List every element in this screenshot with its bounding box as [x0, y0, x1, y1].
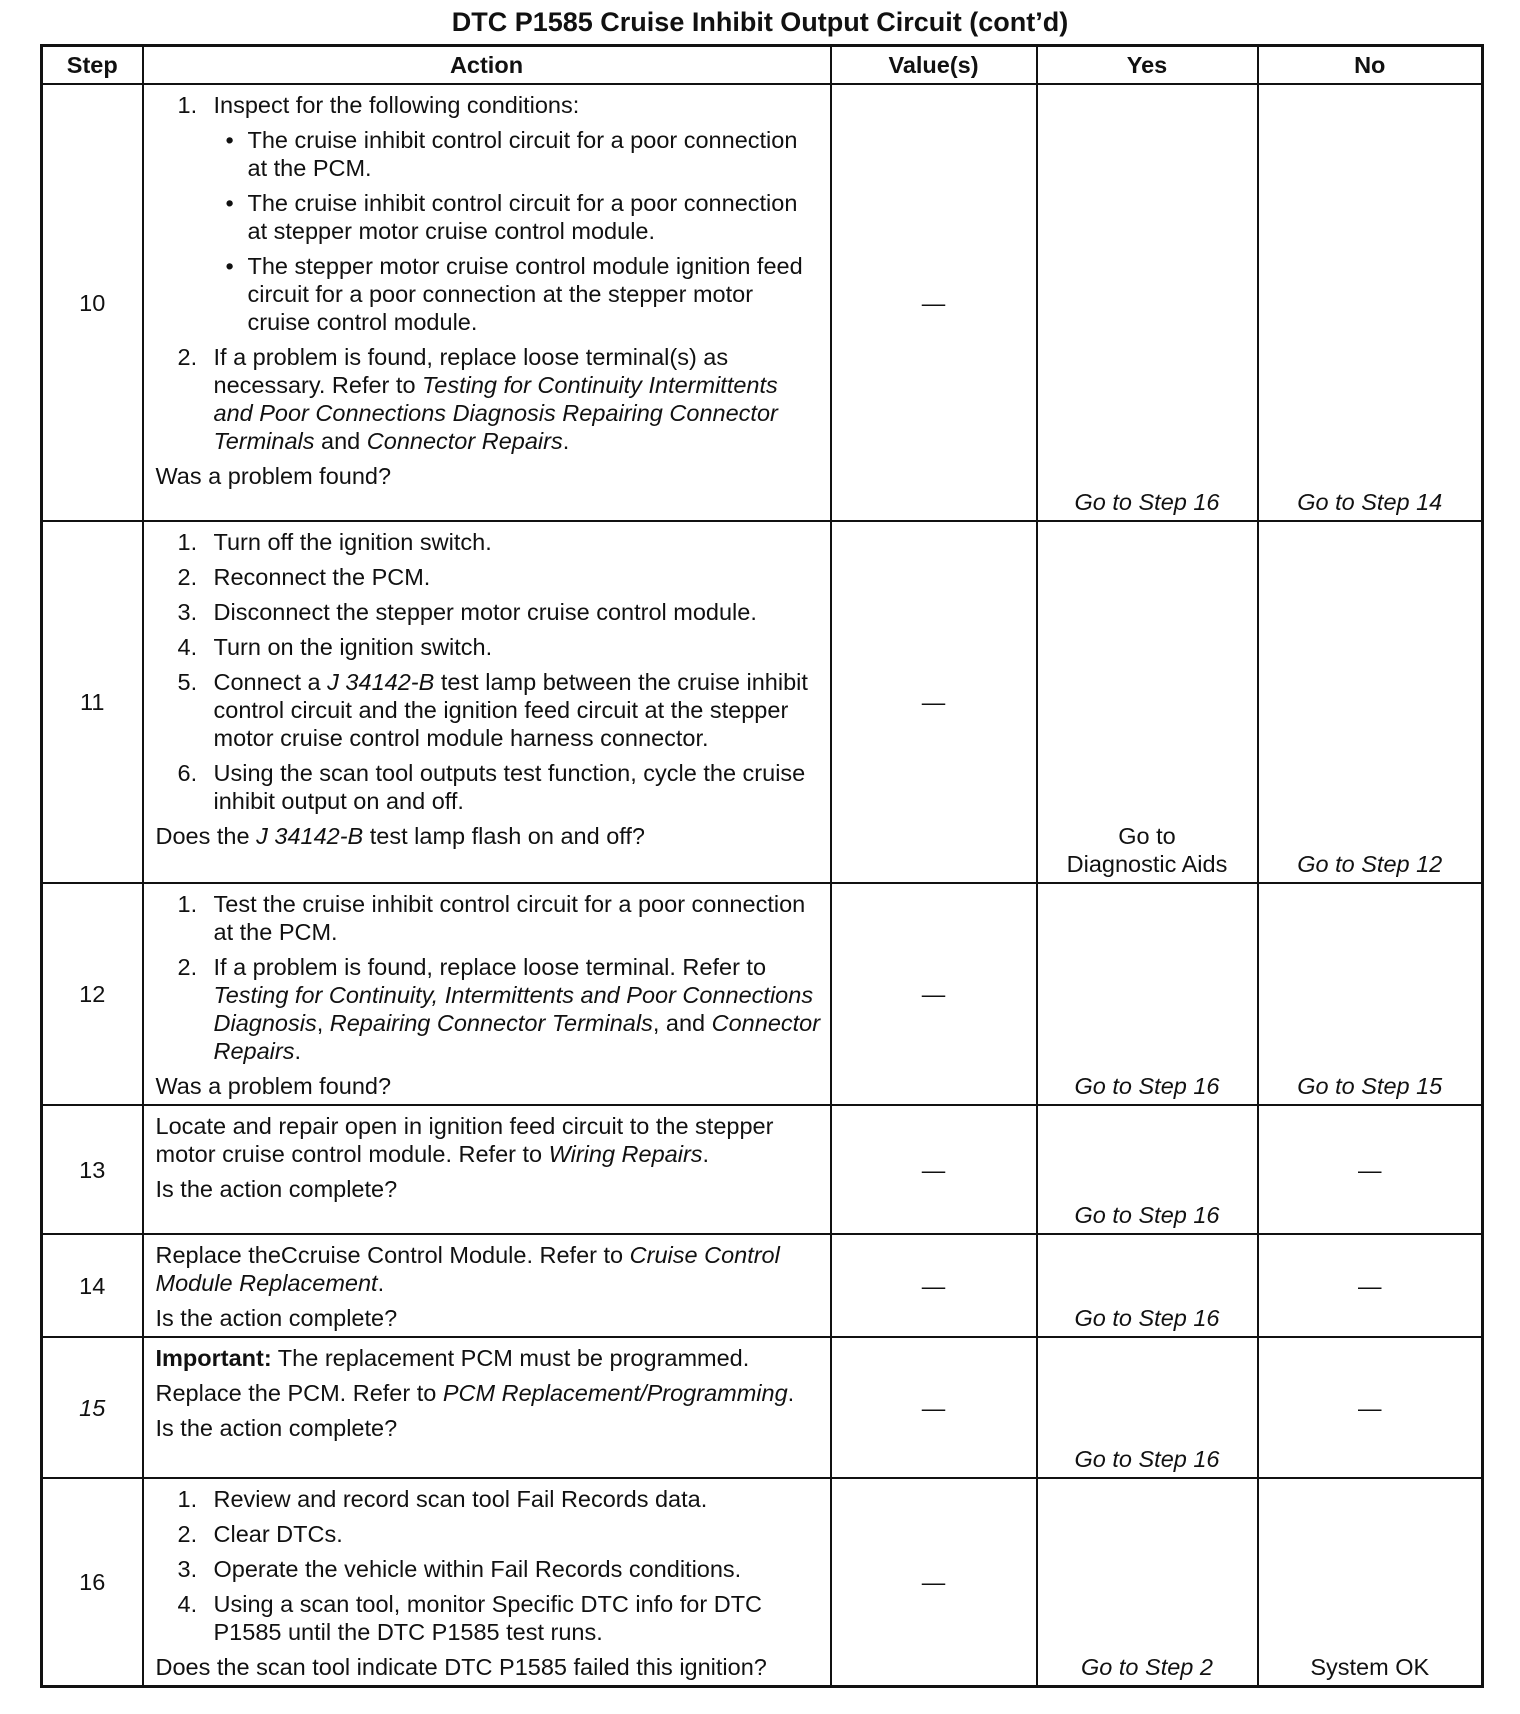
- value-cell: —: [831, 1337, 1037, 1478]
- step-number: 16: [42, 1478, 143, 1687]
- reference-link: Wiring Repairs: [548, 1141, 703, 1167]
- action-cell: [143, 521, 831, 883]
- no-cell: Go to Step 12: [1258, 521, 1483, 883]
- action-step: 1. Turn off the ignition switch.: [177, 529, 492, 555]
- page-title: DTC P1585 Cruise Inhibit Output Circuit (cont’d): [451, 7, 1069, 37]
- reference-link: Connector Repairs: [366, 428, 563, 454]
- action-question: Was a problem found?: [155, 1073, 392, 1099]
- action-step: 4. Using a scan tool, monitor Specific DTC info for DTC P1585 until the DTC P1585 test runs.: [177, 1591, 763, 1645]
- action-step: 3. Operate the vehicle within Fail Records conditions.: [177, 1556, 742, 1582]
- yes-cell: Go to Step 16: [1037, 84, 1258, 521]
- action-step: 1. Inspect for the following conditions: • The cruise inhibit control circuit for a poor connection at the PCM. • The cruise inhibit control circuit for a poor connection at stepper motor cruise control module. • The stepper motor cruise control module ignition feed circuit for a poor connection at the stepper motor cruise control module.: [156, 91, 822, 336]
- value-cell: —: [831, 521, 1037, 883]
- header-no: No: [1258, 46, 1483, 85]
- action-question: Does the scan tool indicate DTC P1585 failed this ignition?: [155, 1654, 767, 1680]
- no-cell: Go to Step 14: [1258, 84, 1483, 521]
- reference-link: Repairing Connector Terminals: [329, 1010, 653, 1036]
- action-question: Was a problem found?: [155, 463, 392, 489]
- action-question: Is the action complete?: [155, 1176, 398, 1202]
- table-row-step-16: [42, 1478, 1483, 1687]
- action-question: Does the J 34142-B test lamp flash on and off?: [155, 823, 645, 849]
- action-step: 2. If a problem is found, replace loose terminal. Refer to Testing for Continuity, Intermittents and Poor Connections Diagnosis, Repairing Connector Terminals, and Connector Repairs.: [177, 954, 821, 1064]
- action-question: Is the action complete?: [155, 1305, 398, 1331]
- condition-bullet: • The stepper motor cruise control module ignition feed circuit for a poor connection at the stepper motor cruise control module.: [225, 253, 803, 335]
- action-cell: [143, 883, 831, 1105]
- header-row: [42, 46, 1483, 85]
- yes-cell: Go to Step 16: [1037, 1234, 1258, 1337]
- action-step: 1. Review and record scan tool Fail Records data.: [177, 1486, 708, 1512]
- no-cell: —: [1258, 1337, 1483, 1478]
- header-values: Value(s): [831, 46, 1037, 85]
- no-cell: —: [1258, 1234, 1483, 1337]
- action-cell: [143, 1478, 831, 1687]
- step-number: 12: [42, 883, 143, 1105]
- table-row-step-13: [42, 1105, 1483, 1234]
- action-step: 6. Using the scan tool outputs test function, cycle the cruise inhibit output on and off.: [177, 760, 806, 814]
- action-step: 3. Disconnect the stepper motor cruise control module.: [177, 599, 757, 625]
- step-number: 13: [42, 1105, 143, 1234]
- action-step: 1. Test the cruise inhibit control circuit for a poor connection at the PCM.: [177, 891, 806, 945]
- step-number: 11: [42, 521, 143, 883]
- action-step: 2. Clear DTCs.: [177, 1521, 343, 1547]
- action-cell: [143, 1234, 831, 1337]
- action-cell: [143, 1337, 831, 1478]
- step-number: 10: [42, 84, 143, 521]
- value-cell: —: [831, 883, 1037, 1105]
- action-step: 2. Reconnect the PCM.: [177, 564, 431, 590]
- header-yes: Yes: [1037, 46, 1258, 85]
- action-step: 5. Connect a J 34142-B test lamp between the cruise inhibit control circuit and the ignition feed circuit at the stepper motor cruise control module harness connector.: [177, 669, 808, 751]
- header-step: Step: [42, 46, 143, 85]
- tool-reference: J 34142-B: [327, 669, 435, 695]
- header-action: Action: [143, 46, 831, 85]
- step-number: 14: [42, 1234, 143, 1337]
- important-note: Important: The replacement PCM must be programmed.: [155, 1345, 750, 1371]
- reference-link: Testing for Continuity Intermittents and Poor Connections Diagnosis Repairing Connector Terminals: [213, 372, 778, 454]
- reference-link: Cruise Control Module Replacement: [155, 1242, 780, 1296]
- value-cell: —: [831, 1105, 1037, 1234]
- yes-cell: Go to Step 16: [1037, 1337, 1258, 1478]
- reference-link: Testing for Continuity, Intermittents and Poor Connections Diagnosis: [213, 982, 814, 1036]
- no-cell: System OK: [1258, 1478, 1483, 1687]
- no-cell: —: [1258, 1105, 1483, 1234]
- action-text: Locate and repair open in ignition feed circuit to the stepper motor cruise control module. Refer to Wiring Repairs.: [155, 1113, 774, 1167]
- table-row-step-12: [42, 883, 1483, 1105]
- condition-bullet: • The cruise inhibit control circuit for a poor connection at the PCM.: [225, 127, 798, 181]
- diagnostic-table: [40, 44, 1484, 1688]
- action-step: 2. If a problem is found, replace loose terminal(s) as necessary. Refer to Testing for Continuity Intermittents and Poor Connections Diagnosis Repairing Connector Terminals and Connector Repairs.: [177, 344, 778, 454]
- value-cell: —: [831, 1478, 1037, 1687]
- yes-cell: Go to Step 2: [1037, 1478, 1258, 1687]
- action-text: Replace the PCM. Refer to PCM Replacement/Programming.: [155, 1380, 795, 1406]
- yes-cell: Go to Diagnostic Aids: [1037, 521, 1258, 883]
- action-question: Is the action complete?: [155, 1415, 398, 1441]
- table-row-step-15: [42, 1337, 1483, 1478]
- reference-link: PCM Replacement/Programming: [442, 1380, 788, 1406]
- table-row-step-14: [42, 1234, 1483, 1337]
- action-cell: [143, 1105, 831, 1234]
- value-cell: —: [831, 84, 1037, 521]
- step-number: 15: [42, 1337, 143, 1478]
- no-cell: Go to Step 15: [1258, 883, 1483, 1105]
- yes-cell: Go to Step 16: [1037, 883, 1258, 1105]
- value-cell: —: [831, 1234, 1037, 1337]
- action-cell: [143, 84, 831, 521]
- reference-link: Connector Repairs: [213, 1010, 821, 1064]
- table-row-step-10: [42, 84, 1483, 521]
- yes-cell: Go to Step 16: [1037, 1105, 1258, 1234]
- condition-bullet: • The cruise inhibit control circuit for a poor connection at stepper motor cruise control module.: [225, 190, 798, 244]
- action-text: Replace theCcruise Control Module. Refer to Cruise Control Module Replacement.: [155, 1242, 780, 1296]
- action-step: 4. Turn on the ignition switch.: [177, 634, 493, 660]
- table-row-step-11: [42, 521, 1483, 883]
